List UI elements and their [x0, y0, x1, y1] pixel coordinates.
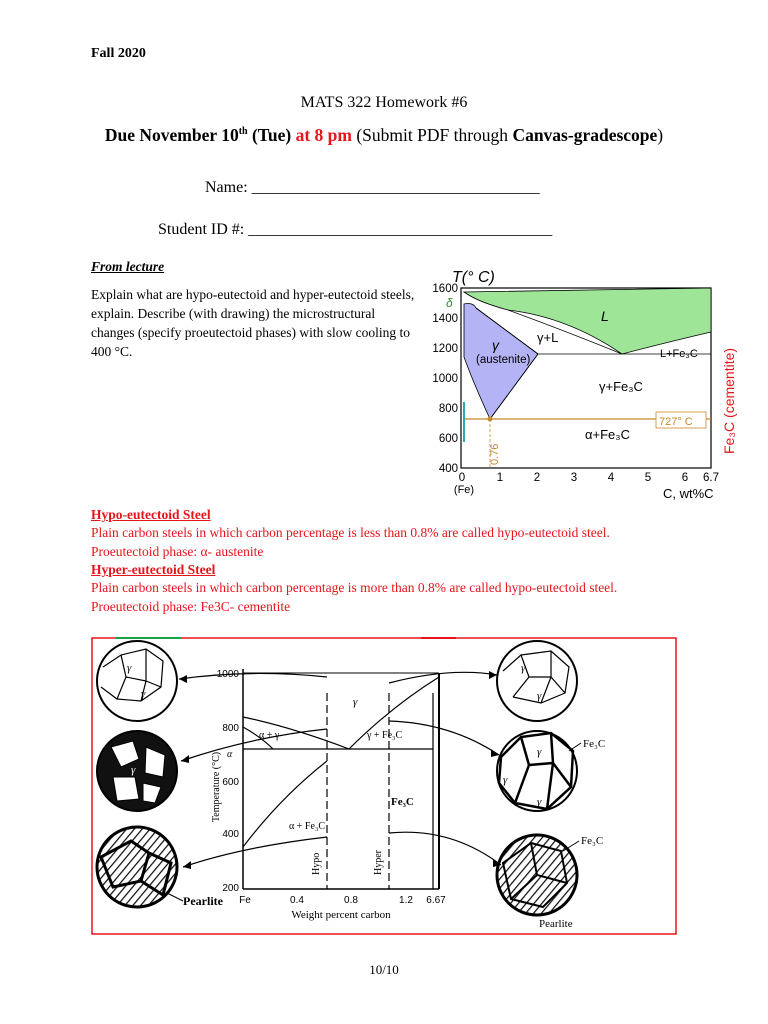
mini-x-axis-title: Weight percent carbon — [291, 909, 391, 921]
hypo-definition: Plain carbon steels in which carbon percentage is less than 0.8% are called hypo-eutectoid steel. — [91, 525, 610, 540]
right-mid-gamma-1: γ — [537, 746, 542, 758]
region-delta: δ — [446, 296, 453, 310]
pearlite-label-right: Pearlite — [539, 918, 573, 930]
x-tick-2: 2 — [533, 472, 541, 484]
right-mid-gamma-3: γ — [537, 796, 542, 808]
due-line: Due November 10th (Tue) at 8 pm (Submit PDF through Canvas-gradescope) — [104, 125, 664, 145]
y-tick-400: 400 — [438, 463, 458, 475]
region-gamma-fe3c: γ+Fe₃C — [599, 379, 643, 394]
x-axis-title: C, wt%C — [663, 486, 714, 501]
mini-alpha-fe3c: α + Fe₃C — [289, 821, 326, 832]
mini-x-tick-0-4: 0.4 — [290, 895, 304, 906]
region-liquid-fe3c: L+Fe₃C — [660, 348, 698, 360]
mini-x-tick-0-8: 0.8 — [344, 895, 358, 906]
due-date: Due November 10th (Tue) — [104, 125, 296, 145]
region-liquid: L — [601, 308, 609, 324]
fe-c-phase-diagram — [418, 262, 748, 502]
y-tick-600: 600 — [438, 433, 458, 445]
hyper-pearlite-micrograph — [497, 835, 577, 915]
hyper-heading: Hyper-eutectoid Steel — [91, 562, 216, 577]
mini-gamma-fe3c: γ + Fe₃C — [367, 730, 403, 741]
name-field[interactable]: Name: ____________________________________ — [205, 179, 540, 196]
mini-hypo-label: Hypo — [311, 852, 322, 875]
submit-note-open: (Submit PDF through — [351, 125, 513, 145]
question-text: Explain what are hypo-eutectoid and hyper-eutectoid steels, explain. Describe (with drawing) the microstructural changes (specify proeutectoid phases) with slow cooling to 400 °C. — [91, 287, 415, 359]
y-tick-1000: 1000 — [432, 373, 458, 385]
mini-y-tick-200: 200 — [222, 883, 239, 894]
hypo-pearlite-micrograph — [97, 827, 177, 907]
hypo-proeutectoid-alpha-micrograph — [97, 731, 177, 811]
homework-title: MATS 322 Homework #6 — [300, 94, 468, 111]
mini-x-tick-1-2: 1.2 — [399, 895, 413, 906]
right-mid-gamma-2: γ — [503, 774, 508, 786]
y-tick-1200: 1200 — [432, 343, 458, 355]
y-tick-800: 800 — [438, 403, 458, 415]
student-id-field[interactable]: Student ID #: ______________________________________ — [158, 221, 553, 238]
right-top-gamma-2: γ — [537, 690, 542, 702]
page-number: 10/10 — [369, 962, 399, 977]
region-gamma-liquid: γ+L — [537, 330, 559, 345]
region-alpha-fe3c: α+Fe₃C — [585, 427, 630, 442]
fe3c-label-right-bottom: Fe₃C — [581, 835, 604, 847]
mini-alpha-gamma: α + γ — [259, 730, 280, 741]
mini-x-tick-fe: Fe — [239, 895, 251, 906]
left-top-gamma-1: γ — [127, 662, 132, 674]
semester-label: Fall 2020 — [91, 46, 146, 61]
mini-gamma: γ — [353, 696, 358, 708]
fe-label: (Fe) — [453, 484, 475, 496]
x-tick-5: 5 — [644, 472, 652, 484]
eutectoid-composition: 0.76 — [489, 443, 501, 465]
mini-y-tick-600: 600 — [222, 777, 239, 788]
hyper-proeutectoid-fe3c-micrograph — [497, 731, 577, 811]
hyper-definition: Plain carbon steels in which carbon percentage is more than 0.8% are called hypo-eutectoid steel. — [91, 580, 618, 595]
mini-x-tick-6-67: 6.67 — [426, 895, 446, 906]
pearlite-label-left: Pearlite — [183, 894, 223, 908]
mini-hyper-label: Hyper — [373, 850, 384, 875]
y-tick-1400: 1400 — [432, 313, 458, 325]
hyper-austenite-micrograph — [497, 641, 577, 721]
cementite-axis-label: Fe₃C (cementite) — [721, 347, 737, 454]
section-heading: From lecture — [91, 259, 165, 274]
x-tick-3: 3 — [570, 472, 578, 484]
eutectoid-temperature: 727° C — [659, 416, 693, 428]
hyper-phase: Proeutectoid phase: Fe3C- cementite — [91, 599, 291, 614]
hypo-heading: Hypo-eutectoid Steel — [91, 507, 211, 522]
y-tick-1600: 1600 — [432, 283, 458, 295]
region-austenite: (austenite) — [476, 354, 531, 366]
x-tick-6: 6 — [681, 472, 689, 484]
mini-y-tick-400: 400 — [222, 829, 239, 840]
hypo-austenite-micrograph — [97, 641, 177, 721]
hypo-phase: Proeutectoid phase: α- austenite — [91, 544, 264, 559]
due-time: at 8 pm — [295, 125, 352, 145]
mini-fe3c: Fe₃C — [391, 796, 414, 808]
mini-y-tick-1000: 1000 — [216, 669, 239, 680]
x-tick-6-7: 6.7 — [703, 472, 719, 484]
temperature-axis-title: T(° C) — [452, 269, 495, 286]
mini-y-tick-800: 800 — [222, 723, 239, 734]
x-tick-1: 1 — [496, 472, 504, 484]
x-tick-4: 4 — [607, 472, 615, 484]
x-tick-0: 0 — [458, 472, 466, 484]
submit-platform: Canvas-gradescope — [512, 125, 658, 145]
left-top-gamma-2: γ — [141, 688, 146, 700]
region-gamma: γ — [492, 337, 499, 353]
mini-y-axis-title: Temperature (°C) — [211, 751, 222, 823]
microstructure-figure — [91, 637, 677, 935]
mini-alpha: α — [227, 749, 233, 760]
right-top-gamma-1: γ — [521, 662, 526, 674]
fe3c-label-right-top: Fe₃C — [583, 738, 606, 750]
left-mid-gamma: γ — [131, 764, 136, 776]
